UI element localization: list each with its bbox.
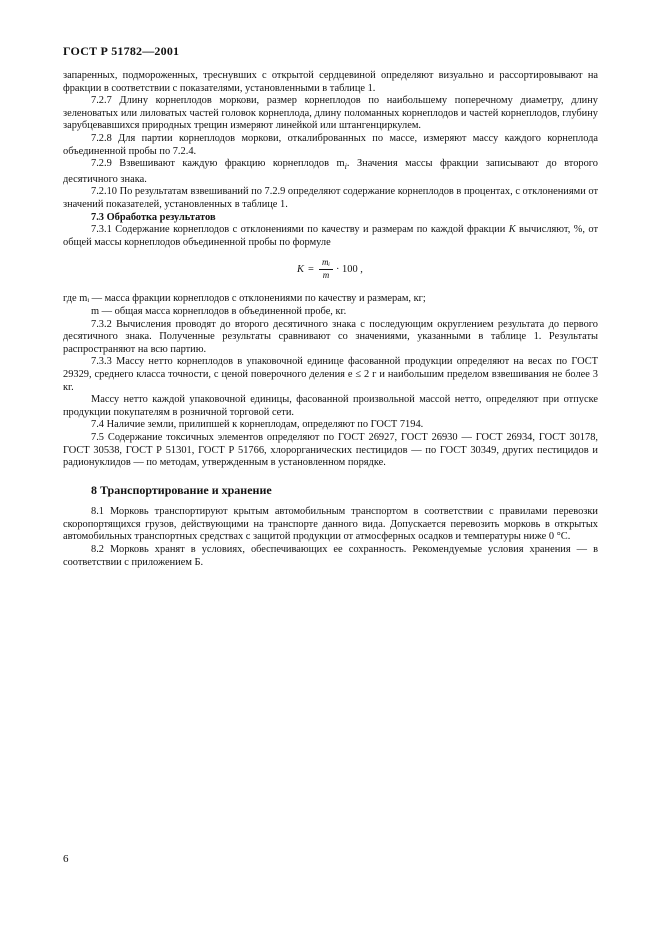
formula-lhs: K — [297, 264, 304, 276]
section-title: 8 Транспортирование и хранение — [91, 482, 272, 497]
text-run: 7.3.1 Содержание корнеплодов с отклонениями по качеству и размерам по каждой фракции — [91, 224, 509, 236]
paragraph-7-4: 7.4 Наличие земли, прилипшей к корнеплодам, определяют по ГОСТ 7194. — [91, 419, 424, 431]
subscript: i — [344, 162, 347, 172]
subsection-title: 7.3 Обработка результатов — [91, 211, 216, 223]
formula-denominator: m — [322, 270, 330, 281]
text-run: 7.2.9 Взвешивают каждую фракцию корнеплодов m — [91, 158, 345, 170]
paragraph-7-3-3: 7.3.3 Массу нетто корнеплодов в упаковочной единице фасованной продукции определяют на весах по ГОСТ 29329, среднего класса точности, с ценой поверочного деления e ≤ 2 г и наибольшим пределом взвешивания не более 3 кг. — [63, 356, 598, 393]
paragraph-8-2: 8.2 Морковь хранят в условиях, обеспечивающих ее сохранность. Рекомендуемые условия хранения — в соответствии с приложением Б. — [63, 544, 598, 568]
formula-numerator: mᵢ — [319, 257, 333, 270]
page-header: ГОСТ Р 51782—2001 — [63, 44, 180, 58]
formula — [63, 257, 598, 283]
paragraph-7-2-7: 7.2.7 Длину корнеплодов моркови, размер корнеплодов по наибольшему поперечному диаметру, длину зеленоватых или лиловатых частей головок корнеплода, длину поломанных корнеплодов и частей корнеплодов, глубину зарубцевавшихся природных трещин измеряют линейкой или штангенциркулем. — [63, 95, 598, 132]
formula-rest: · 100 , — [336, 264, 363, 276]
paragraph-7-2-9 — [63, 158, 598, 186]
formula-legend: где mᵢ — масса фракции корнеплодов с отклонениями по качеству и размерам, кг; — [63, 293, 426, 305]
paragraph-7-3-1 — [63, 224, 598, 249]
formula-fraction — [319, 257, 333, 281]
text-run: . Значения массы фракции записывают до второго десятичного знака. — [63, 158, 598, 185]
paragraph: Массу нетто каждой упаковочной единицы, фасованной произвольной массой нетто, определяют при отпуске продукции покупателям в розничной торговой сети. — [63, 394, 598, 418]
paragraph-7-5: 7.5 Содержание токсичных элементов определяют по ГОСТ 26927, ГОСТ 26930 — ГОСТ 26934, ГОСТ 30178, ГОСТ 30538, ГОСТ Р 51301, ГОСТ Р 51766, хлорорганических пестицидов — по ГОСТ 30349, других пестицидов и радионуклидов — по методам, утвержденным в установленном порядке. — [63, 431, 598, 469]
formula-equals: = — [308, 264, 314, 276]
paragraph-7-2-10: 7.2.10 По результатам взвешиваний по 7.2.9 определяют содержание корнеплодов в процентах, с отклонениями от значений показателей, установленных в таблице 1. — [63, 186, 598, 211]
formula-legend: m — общая масса корнеплодов в объединенной пробе, кг. — [91, 305, 347, 317]
document-body — [63, 70, 598, 569]
paragraph: запаренных, подмороженных, треснувших с открытой сердцевиной определяют визуально и рассортировывают на фракции в соответствии с показателями, установленными в таблице 1. — [63, 70, 598, 94]
variable-k: K — [508, 224, 516, 236]
paragraph-8-1: 8.1 Морковь транспортируют крытым автомобильным транспортом в соответствии с правилами перевозки скоропортящихся грузов, действующими на транспорте данного вида. Допускается перевозить морковь в открытых автомобильных транспортных средствах с защитой продукции от атмосферных осадков и температуры ниже 0 °С. — [63, 506, 598, 543]
paragraph-7-3-2: 7.3.2 Вычисления проводят до второго десятичного знака с последующим округлением результата до первого десятичного знака. Полученные результаты сравнивают со значениями, указанными в таблице 1. Результаты распространяют на всю партию. — [63, 318, 598, 355]
text-run: вычисляют, %, от общей массы корнеплодов объединенной пробы по формуле — [63, 224, 598, 248]
paragraph-7-2-8: 7.2.8 Для партии корнеплодов моркови, откалиброванных по массе, измеряют массу каждого корнеплода объединенной пробы по 7.2.4. — [63, 132, 598, 157]
page-number: 6 — [63, 853, 69, 865]
